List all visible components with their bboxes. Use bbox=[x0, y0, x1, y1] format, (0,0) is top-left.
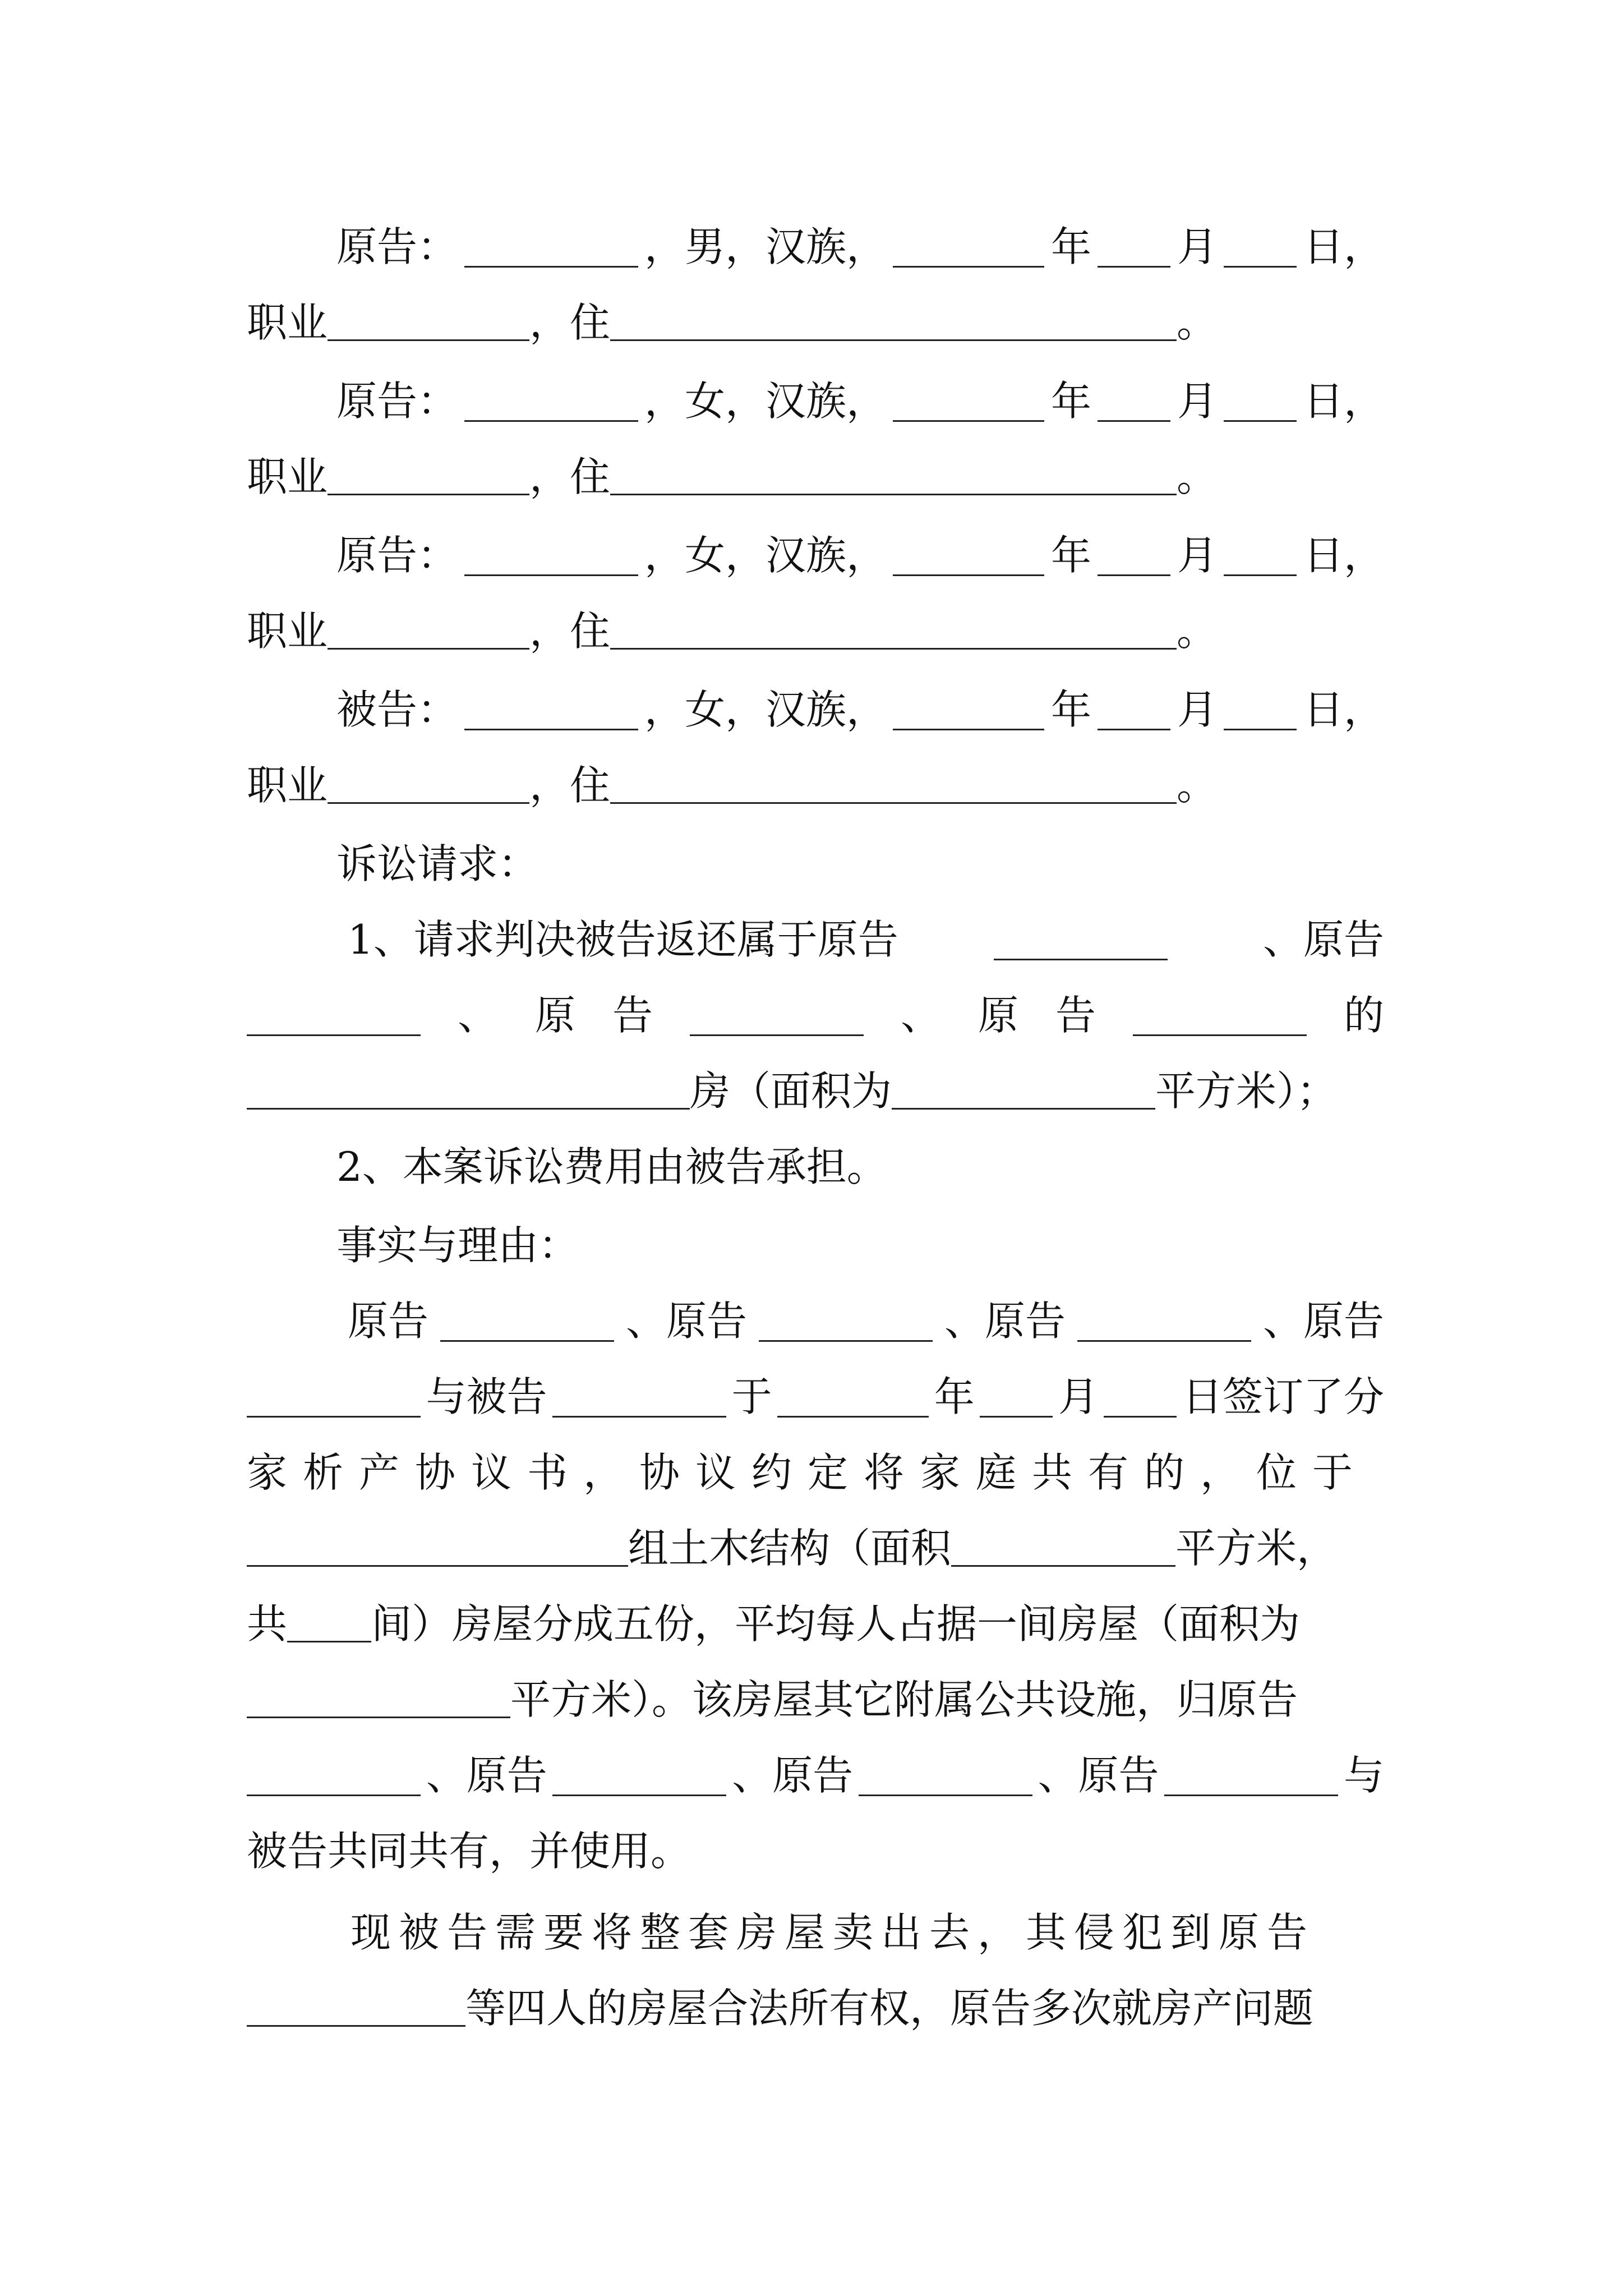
plaintiff-name-blank bbox=[247, 1986, 465, 2027]
period: 。 bbox=[1177, 608, 1218, 655]
party-role: 原告： bbox=[336, 223, 458, 270]
area-blank bbox=[892, 1069, 1155, 1110]
plaintiff-name-blank bbox=[994, 919, 1168, 960]
plaintiff-name-blank bbox=[440, 1301, 614, 1342]
facts-text: 日签订了分 bbox=[1182, 1373, 1384, 1420]
address-blank bbox=[610, 300, 1177, 341]
party-line-1 bbox=[336, 676, 1384, 743]
facts-text: 年 bbox=[934, 1373, 975, 1420]
claim-1-text: 、 bbox=[900, 992, 941, 1039]
claim-1-text: 房（面积为 bbox=[690, 1068, 892, 1115]
month-blank bbox=[1098, 227, 1170, 268]
facts-text: 与被告 bbox=[426, 1373, 547, 1420]
day-label: 日， bbox=[1303, 378, 1384, 425]
party-gender-ethnicity: ，女，汉族， bbox=[644, 686, 887, 733]
day-blank bbox=[1104, 1377, 1177, 1418]
room-count-blank bbox=[287, 1602, 371, 1642]
plaintiff-name-blank bbox=[247, 1755, 421, 1796]
month-label: 月 bbox=[1177, 686, 1218, 733]
facts-text: 平方米）。该房屋其它附属公共设施，归原告 bbox=[510, 1676, 1298, 1723]
facts-text: 等四人的房屋合法所有权，原告多次就房产问题 bbox=[465, 1985, 1314, 2032]
facts-line-5 bbox=[247, 1590, 1384, 1658]
area-blank bbox=[951, 1526, 1175, 1567]
facts-line-6 bbox=[247, 1666, 1384, 1733]
month-blank bbox=[1098, 689, 1170, 730]
party-line-1 bbox=[336, 367, 1384, 435]
party-line-1 bbox=[336, 213, 1384, 280]
month-label: 月 bbox=[1177, 223, 1218, 270]
facts-line-4 bbox=[247, 1515, 1384, 1582]
occupation-blank bbox=[328, 300, 529, 341]
year-blank bbox=[777, 1377, 929, 1418]
claim-1-text: 原 bbox=[978, 992, 1018, 1039]
address-label: ，住 bbox=[529, 762, 611, 809]
party-gender-ethnicity: ，女，汉族， bbox=[644, 378, 887, 425]
address-label: ，住 bbox=[529, 453, 611, 500]
facts-line-8: 被告共同共有，并使用。 bbox=[247, 1828, 691, 1875]
occupation-blank bbox=[328, 609, 529, 650]
claim-1-text: 的 bbox=[1343, 992, 1384, 1039]
claim-1-text: 1、请求判决被告返还属于原告 bbox=[348, 916, 898, 963]
occupation-label: 职业 bbox=[247, 762, 328, 809]
property-address-blank bbox=[247, 1069, 690, 1110]
claim-1-text: 告 bbox=[612, 992, 653, 1039]
day-blank bbox=[1224, 227, 1297, 268]
occupation-label: 职业 bbox=[247, 299, 328, 346]
year-blank bbox=[893, 535, 1044, 576]
party-line-2 bbox=[247, 443, 1384, 510]
name-blank bbox=[464, 689, 638, 730]
plaintiff-name-blank bbox=[552, 1755, 726, 1796]
year-blank bbox=[893, 227, 1044, 268]
party-gender-ethnicity: ，女，汉族， bbox=[644, 532, 887, 579]
area-blank bbox=[247, 1677, 510, 1718]
year-label: 年 bbox=[1050, 223, 1091, 270]
party-gender-ethnicity: ，男，汉族， bbox=[644, 223, 887, 270]
facts-line-3: 家析产协议书，协议约定将家庭共有的，位于 bbox=[247, 1449, 1369, 1496]
defendant-name-blank bbox=[552, 1377, 726, 1418]
year-label: 年 bbox=[1050, 532, 1091, 579]
party-role: 被告： bbox=[336, 686, 458, 733]
plaintiff-name-blank bbox=[1077, 1301, 1251, 1342]
facts-text: 于 bbox=[731, 1373, 772, 1420]
facts-text: 平方米， bbox=[1175, 1525, 1338, 1572]
plaintiff-name-blank bbox=[1164, 1755, 1338, 1796]
plaintiff-name-blank bbox=[247, 1377, 421, 1418]
occupation-label: 职业 bbox=[247, 608, 328, 655]
location-blank bbox=[247, 1526, 628, 1567]
facts-text: 原告 bbox=[348, 1297, 429, 1345]
day-label: 日， bbox=[1303, 223, 1384, 270]
facts-text: 、原告 bbox=[944, 1297, 1066, 1345]
facts-text: 、原告 bbox=[732, 1752, 854, 1799]
facts-text: 月 bbox=[1058, 1373, 1099, 1420]
party-line-1 bbox=[336, 522, 1384, 589]
facts-text: 共 bbox=[247, 1600, 288, 1648]
period: 。 bbox=[1177, 453, 1218, 500]
facts-text: 间）房屋分成五份，平均每人占据一间房屋（面积为 bbox=[371, 1600, 1301, 1648]
party-line-2 bbox=[247, 289, 1384, 356]
claim-1-text: 、 bbox=[457, 992, 498, 1039]
facts-heading: 事实与理由： bbox=[336, 1222, 579, 1269]
occupation-label: 职业 bbox=[247, 453, 328, 500]
facts-line-2 bbox=[247, 1363, 1384, 1430]
day-label: 日， bbox=[1303, 532, 1384, 579]
facts-line-7 bbox=[247, 1742, 1384, 1809]
claim-1-line-3 bbox=[247, 1057, 1384, 1125]
month-label: 月 bbox=[1177, 378, 1218, 425]
period: 。 bbox=[1177, 299, 1218, 346]
year-label: 年 bbox=[1050, 378, 1091, 425]
claim-1-line-1 bbox=[348, 906, 1384, 973]
address-blank bbox=[610, 454, 1177, 495]
occupation-blank bbox=[328, 454, 529, 495]
facts-text: 、原告 bbox=[1038, 1752, 1159, 1799]
month-label: 月 bbox=[1177, 532, 1218, 579]
address-label: ，住 bbox=[529, 299, 611, 346]
day-blank bbox=[1224, 535, 1297, 576]
party-line-2 bbox=[247, 752, 1384, 819]
address-blank bbox=[610, 609, 1177, 650]
period: 。 bbox=[1177, 762, 1218, 809]
claim-1-text: 、原告 bbox=[1262, 916, 1384, 963]
name-blank bbox=[464, 227, 638, 268]
address-label: ，住 bbox=[529, 608, 611, 655]
facts-para-2-line-2 bbox=[247, 1975, 1384, 2042]
plaintiff-name-blank bbox=[759, 1301, 933, 1342]
year-blank bbox=[893, 381, 1044, 422]
claim-2: 2、本案诉讼费用由被告承担。 bbox=[336, 1143, 887, 1190]
day-blank bbox=[1224, 689, 1297, 730]
address-blank bbox=[610, 763, 1177, 804]
party-role: 原告： bbox=[336, 378, 458, 425]
day-blank bbox=[1224, 381, 1297, 422]
month-blank bbox=[1098, 381, 1170, 422]
claim-1-text: 平方米）； bbox=[1155, 1068, 1338, 1115]
claim-1-line-2 bbox=[247, 982, 1384, 1049]
claim-1-text: 告 bbox=[1055, 992, 1096, 1039]
day-label: 日， bbox=[1303, 686, 1384, 733]
party-role: 原告： bbox=[336, 532, 458, 579]
facts-line-1 bbox=[348, 1287, 1384, 1355]
name-blank bbox=[464, 381, 638, 422]
facts-text: 、原告 bbox=[1262, 1297, 1384, 1345]
name-blank bbox=[464, 535, 638, 576]
claim-1-text: 原 bbox=[534, 992, 575, 1039]
facts-text: 组土木结构（面积 bbox=[628, 1525, 952, 1572]
plaintiff-name-blank bbox=[247, 995, 421, 1036]
plaintiff-name-blank bbox=[690, 995, 864, 1036]
claims-heading: 诉讼请求： bbox=[336, 840, 539, 887]
party-line-2 bbox=[247, 597, 1384, 665]
year-blank bbox=[893, 689, 1044, 730]
month-blank bbox=[1098, 535, 1170, 576]
occupation-blank bbox=[328, 763, 529, 804]
year-label: 年 bbox=[1050, 686, 1091, 733]
facts-text: 、原告 bbox=[426, 1752, 547, 1799]
plaintiff-name-blank bbox=[1133, 995, 1307, 1036]
facts-text: 、原告 bbox=[625, 1297, 747, 1345]
facts-text: 与 bbox=[1343, 1752, 1384, 1799]
facts-para-2-line-1: 现被告需要将整套房屋卖出去，其侵犯到原告 bbox=[351, 1909, 1316, 1956]
plaintiff-name-blank bbox=[859, 1755, 1032, 1796]
month-blank bbox=[980, 1377, 1053, 1418]
